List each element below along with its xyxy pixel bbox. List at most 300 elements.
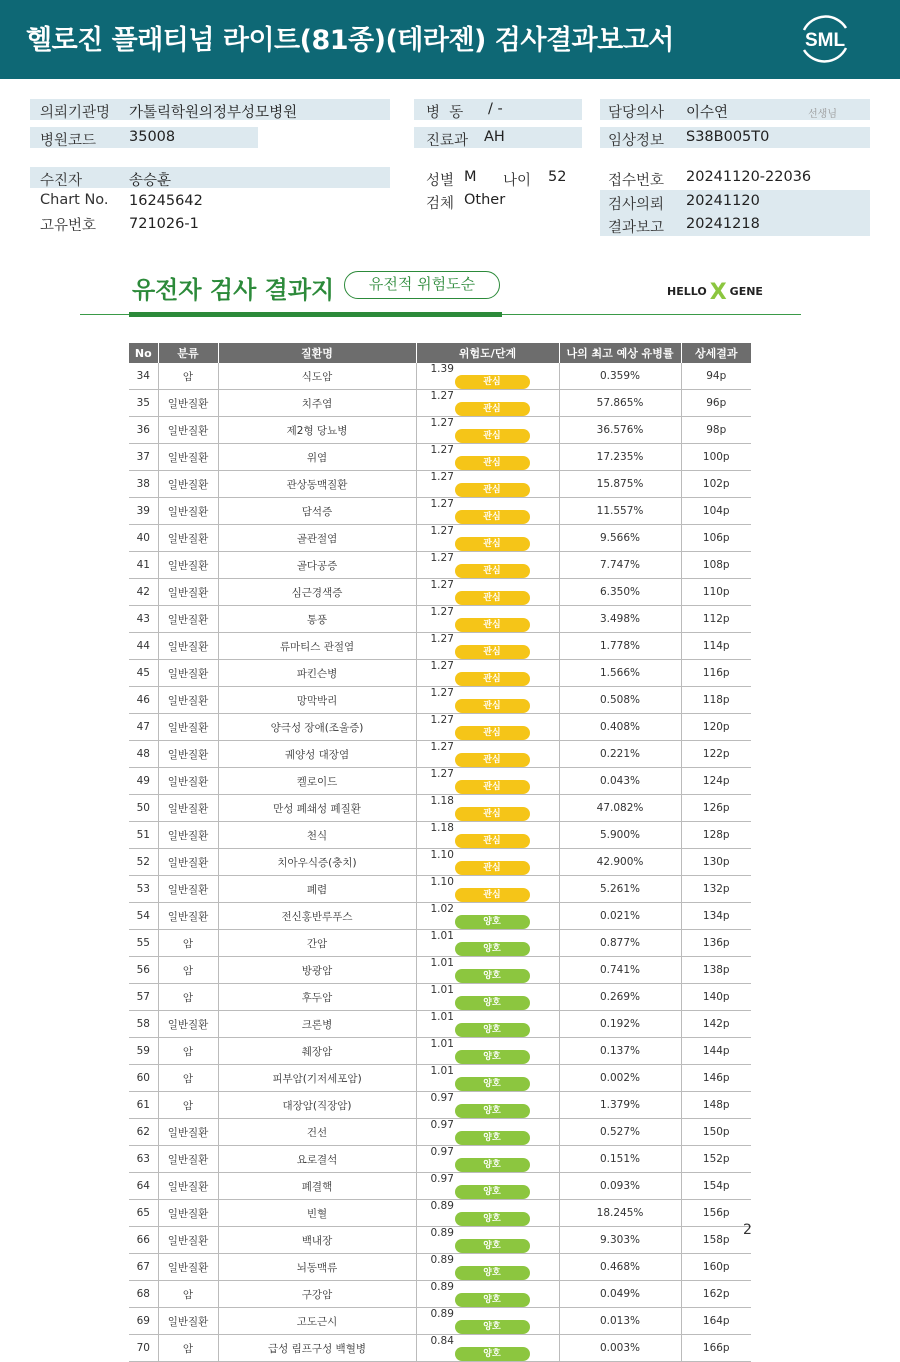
sml-logo: [796, 12, 854, 66]
specimen-label: 검체: [426, 196, 455, 212]
row-rate: 0.468%: [559, 1254, 681, 1281]
row-detail-page: 130p: [681, 849, 751, 876]
row-disease: 식도암: [218, 363, 416, 390]
stage-badge: 관심: [455, 726, 530, 740]
table-row: [129, 498, 751, 525]
row-risk: [416, 606, 559, 633]
report-date-label: 결과보고: [608, 220, 665, 236]
row-risk: [416, 444, 559, 471]
row-no: 68: [129, 1281, 158, 1308]
hello-gene-x: X: [709, 280, 727, 305]
risk-value: 1.27: [430, 471, 454, 483]
row-risk: [416, 741, 559, 768]
row-risk: [416, 876, 559, 903]
row-category: 일반질환: [158, 687, 218, 714]
risk-value: 1.27: [430, 498, 454, 510]
row-no: 67: [129, 1254, 158, 1281]
row-rate: 0.151%: [559, 1146, 681, 1173]
row-risk: [416, 795, 559, 822]
row-no: 66: [129, 1227, 158, 1254]
row-disease: 건선: [218, 1119, 416, 1146]
stage-badge: 관심: [455, 861, 530, 875]
row-no: 61: [129, 1092, 158, 1119]
row-no: 70: [129, 1335, 158, 1362]
row-detail-page: 94p: [681, 363, 751, 390]
row-category: 일반질환: [158, 525, 218, 552]
section-divider-accent: [129, 312, 502, 317]
row-disease: 궤양성 대장염: [218, 741, 416, 768]
row-rate: 0.137%: [559, 1038, 681, 1065]
col-detail: 상세결과: [681, 343, 751, 363]
stage-badge: 양호: [455, 1131, 530, 1145]
risk-value: 0.97: [430, 1092, 454, 1104]
row-category: 일반질환: [158, 579, 218, 606]
risk-value: 1.27: [430, 660, 454, 672]
row-rate: 9.566%: [559, 525, 681, 552]
request-label: 검사의뢰: [608, 197, 665, 213]
row-risk: [416, 363, 559, 390]
col-no: No: [129, 343, 158, 363]
stage-badge: 양호: [455, 1239, 530, 1253]
stage-badge: 관심: [455, 591, 530, 605]
row-no: 55: [129, 930, 158, 957]
table-row: [129, 795, 751, 822]
row-no: 57: [129, 984, 158, 1011]
row-disease: 치주염: [218, 390, 416, 417]
stage-badge: 관심: [455, 375, 530, 389]
row-category: 일반질환: [158, 741, 218, 768]
age-label: 나이: [503, 173, 532, 189]
table-row: [129, 1146, 751, 1173]
row-risk: [416, 957, 559, 984]
unique-no-label: 고유번호: [40, 218, 97, 234]
table-header-row: [129, 343, 751, 363]
row-risk: [416, 633, 559, 660]
stage-badge: 양호: [455, 1077, 530, 1091]
stage-badge: 관심: [455, 483, 530, 497]
row-disease: 전신홍반루푸스: [218, 903, 416, 930]
sex-label: 성별: [426, 173, 455, 189]
age-value: 52: [548, 169, 567, 185]
row-detail-page: 112p: [681, 606, 751, 633]
row-disease: 백내장: [218, 1227, 416, 1254]
table-row: [129, 930, 751, 957]
row-risk: [416, 1011, 559, 1038]
row-risk: [416, 1200, 559, 1227]
row-no: 52: [129, 849, 158, 876]
row-disease: 뇌동맥류: [218, 1254, 416, 1281]
chart-no-value: 16245642: [129, 193, 203, 209]
row-category: 일반질환: [158, 1254, 218, 1281]
row-category: 일반질환: [158, 795, 218, 822]
stage-badge: 관심: [455, 672, 530, 686]
row-disease: 구강암: [218, 1281, 416, 1308]
row-rate: 47.082%: [559, 795, 681, 822]
table-row: [129, 714, 751, 741]
request-value: 20241120: [686, 193, 760, 209]
stage-badge: 양호: [455, 969, 530, 983]
row-detail-page: 164p: [681, 1308, 751, 1335]
row-detail-page: 134p: [681, 903, 751, 930]
row-no: 60: [129, 1065, 158, 1092]
row-category: 일반질환: [158, 1227, 218, 1254]
row-rate: 1.379%: [559, 1092, 681, 1119]
stage-badge: 양호: [455, 1185, 530, 1199]
row-risk: [416, 1281, 559, 1308]
patient-value: 송승훈: [129, 173, 172, 189]
table-row: [129, 903, 751, 930]
stage-badge: 양호: [455, 1104, 530, 1118]
row-rate: 0.508%: [559, 687, 681, 714]
row-category: 일반질환: [158, 1011, 218, 1038]
row-disease: 고도근시: [218, 1308, 416, 1335]
table-row: [129, 660, 751, 687]
row-risk: [416, 498, 559, 525]
sex-value: M: [464, 169, 477, 185]
row-category: 암: [158, 1065, 218, 1092]
receipt-value: 20241120-22036: [686, 169, 812, 185]
stage-badge: 양호: [455, 1347, 530, 1361]
doctor-label: 담당의사: [608, 105, 665, 121]
table-row: [129, 768, 751, 795]
row-detail-page: 118p: [681, 687, 751, 714]
row-no: 42: [129, 579, 158, 606]
row-no: 37: [129, 444, 158, 471]
hello-gene-logo: [667, 276, 763, 305]
risk-value: 1.01: [430, 1011, 454, 1023]
risk-value: 1.01: [430, 1038, 454, 1050]
row-detail-page: 114p: [681, 633, 751, 660]
row-category: 암: [158, 363, 218, 390]
stage-badge: 관심: [455, 510, 530, 524]
row-risk: [416, 471, 559, 498]
table-row: [129, 1092, 751, 1119]
table-row: [129, 741, 751, 768]
row-category: 일반질환: [158, 1173, 218, 1200]
row-detail-page: 96p: [681, 390, 751, 417]
hospital-code-value: 35008: [129, 129, 176, 145]
row-category: 일반질환: [158, 714, 218, 741]
risk-value: 1.39: [430, 363, 454, 375]
row-detail-page: 102p: [681, 471, 751, 498]
row-no: 62: [129, 1119, 158, 1146]
row-no: 40: [129, 525, 158, 552]
risk-value: 1.27: [430, 525, 454, 537]
stage-badge: 양호: [455, 1158, 530, 1172]
row-no: 49: [129, 768, 158, 795]
risk-value: 1.27: [430, 444, 454, 456]
row-detail-page: 104p: [681, 498, 751, 525]
row-risk: [416, 849, 559, 876]
stage-badge: 관심: [455, 753, 530, 767]
stage-badge: 관심: [455, 537, 530, 551]
col-rate: 나의 최고 예상 유병률: [559, 343, 681, 363]
row-rate: 6.350%: [559, 579, 681, 606]
stage-badge: 관심: [455, 456, 530, 470]
row-category: 암: [158, 930, 218, 957]
row-category: 암: [158, 1038, 218, 1065]
row-rate: 0.192%: [559, 1011, 681, 1038]
row-risk: [416, 417, 559, 444]
col-disease: 질환명: [218, 343, 416, 363]
row-detail-page: 142p: [681, 1011, 751, 1038]
row-risk: [416, 687, 559, 714]
row-rate: 36.576%: [559, 417, 681, 444]
row-rate: 18.245%: [559, 1200, 681, 1227]
row-rate: 9.303%: [559, 1227, 681, 1254]
risk-value: 1.18: [430, 822, 454, 834]
row-category: 일반질환: [158, 768, 218, 795]
row-disease: 담석증: [218, 498, 416, 525]
table-row: [129, 1335, 751, 1362]
row-detail-page: 120p: [681, 714, 751, 741]
row-no: 34: [129, 363, 158, 390]
row-category: 일반질환: [158, 822, 218, 849]
risk-value: 0.89: [430, 1200, 454, 1212]
specimen-value: Other: [464, 192, 506, 208]
risk-value: 0.89: [430, 1308, 454, 1320]
row-rate: 0.049%: [559, 1281, 681, 1308]
risk-value: 1.18: [430, 795, 454, 807]
row-category: 일반질환: [158, 1146, 218, 1173]
row-disease: 급성 림프구성 백혈병: [218, 1335, 416, 1362]
row-category: 일반질환: [158, 1200, 218, 1227]
stage-badge: 관심: [455, 807, 530, 821]
row-detail-page: 148p: [681, 1092, 751, 1119]
risk-value: 0.84: [430, 1335, 454, 1347]
row-rate: 0.527%: [559, 1119, 681, 1146]
table-row: [129, 1011, 751, 1038]
table-row: [129, 1065, 751, 1092]
risk-value: 0.97: [430, 1119, 454, 1131]
row-category: 일반질환: [158, 471, 218, 498]
stage-badge: 관심: [455, 402, 530, 416]
row-risk: [416, 1173, 559, 1200]
row-no: 63: [129, 1146, 158, 1173]
risk-value: 1.27: [430, 417, 454, 429]
row-risk: [416, 984, 559, 1011]
row-risk: [416, 1038, 559, 1065]
row-no: 36: [129, 417, 158, 444]
table-row: [129, 1308, 751, 1335]
risk-value: 1.01: [430, 984, 454, 996]
row-rate: 17.235%: [559, 444, 681, 471]
row-disease: 류마티스 관절염: [218, 633, 416, 660]
row-disease: 골관절염: [218, 525, 416, 552]
row-category: 일반질환: [158, 444, 218, 471]
risk-value: 0.97: [430, 1173, 454, 1185]
row-rate: 5.261%: [559, 876, 681, 903]
risk-value: 1.27: [430, 552, 454, 564]
stage-badge: 양호: [455, 915, 530, 929]
stage-badge: 양호: [455, 1266, 530, 1280]
row-detail-page: 116p: [681, 660, 751, 687]
row-disease: 양극성 장애(조울증): [218, 714, 416, 741]
row-risk: [416, 1092, 559, 1119]
report-header: [0, 0, 900, 79]
table-row: [129, 1200, 751, 1227]
row-detail-page: 98p: [681, 417, 751, 444]
row-no: 35: [129, 390, 158, 417]
row-no: 65: [129, 1200, 158, 1227]
row-detail-page: 150p: [681, 1119, 751, 1146]
row-rate: 0.093%: [559, 1173, 681, 1200]
table-row: [129, 552, 751, 579]
row-disease: 위염: [218, 444, 416, 471]
row-disease: 파킨슨병: [218, 660, 416, 687]
row-disease: 제2형 당뇨병: [218, 417, 416, 444]
row-detail-page: 138p: [681, 957, 751, 984]
risk-value: 1.27: [430, 606, 454, 618]
table-row: [129, 876, 751, 903]
row-no: 45: [129, 660, 158, 687]
table-row: [129, 822, 751, 849]
unique-no-value: 721026-1: [129, 216, 199, 232]
stage-badge: 관심: [455, 780, 530, 794]
row-category: 암: [158, 1092, 218, 1119]
stage-badge: 양호: [455, 1023, 530, 1037]
row-category: 일반질환: [158, 606, 218, 633]
row-no: 43: [129, 606, 158, 633]
risk-value: 1.27: [430, 579, 454, 591]
row-rate: 0.741%: [559, 957, 681, 984]
row-no: 51: [129, 822, 158, 849]
row-category: 일반질환: [158, 633, 218, 660]
row-detail-page: 132p: [681, 876, 751, 903]
risk-value: 0.97: [430, 1146, 454, 1158]
row-detail-page: 126p: [681, 795, 751, 822]
patient-label: 수진자: [40, 173, 83, 189]
row-disease: 치아우식증(충치): [218, 849, 416, 876]
row-risk: [416, 525, 559, 552]
row-disease: 크론병: [218, 1011, 416, 1038]
row-rate: 15.875%: [559, 471, 681, 498]
table-row: [129, 606, 751, 633]
row-category: 일반질환: [158, 1308, 218, 1335]
hello-gene-right: GENE: [729, 285, 763, 298]
row-detail-page: 106p: [681, 525, 751, 552]
row-no: 46: [129, 687, 158, 714]
doctor-value: 이수연: [686, 105, 729, 121]
row-no: 64: [129, 1173, 158, 1200]
row-disease: 간암: [218, 930, 416, 957]
row-rate: 0.043%: [559, 768, 681, 795]
row-risk: [416, 552, 559, 579]
row-no: 44: [129, 633, 158, 660]
row-no: 56: [129, 957, 158, 984]
row-detail-page: 156p: [681, 1200, 751, 1227]
dept-label: 진료과: [426, 133, 469, 149]
row-risk: [416, 1065, 559, 1092]
row-detail-page: 166p: [681, 1335, 751, 1362]
row-disease: 천식: [218, 822, 416, 849]
risk-value: 1.27: [430, 741, 454, 753]
report-date-value: 20241218: [686, 216, 760, 232]
risk-value: 1.27: [430, 714, 454, 726]
dept-value: AH: [484, 129, 505, 145]
chart-no-label: Chart No.: [40, 192, 109, 208]
patient-box: [30, 167, 390, 188]
stage-badge: 관심: [455, 834, 530, 848]
table-row: [129, 363, 751, 390]
row-disease: 망막박리: [218, 687, 416, 714]
row-no: 54: [129, 903, 158, 930]
doctor-suffix: 선생님: [808, 109, 837, 120]
table-row: [129, 390, 751, 417]
stage-badge: 관심: [455, 699, 530, 713]
row-rate: 0.269%: [559, 984, 681, 1011]
table-row: [129, 849, 751, 876]
row-category: 일반질환: [158, 849, 218, 876]
row-category: 일반질환: [158, 903, 218, 930]
stage-badge: 양호: [455, 1293, 530, 1307]
row-disease: 폐렴: [218, 876, 416, 903]
row-detail-page: 152p: [681, 1146, 751, 1173]
row-risk: [416, 822, 559, 849]
row-rate: 0.408%: [559, 714, 681, 741]
stage-badge: 양호: [455, 996, 530, 1010]
row-disease: 피부암(기저세포암): [218, 1065, 416, 1092]
row-rate: 0.002%: [559, 1065, 681, 1092]
institution-value: 가톨릭학원의정부성모병원: [129, 105, 298, 121]
row-disease: 관상동맥질환: [218, 471, 416, 498]
table-row: [129, 525, 751, 552]
row-risk: [416, 1308, 559, 1335]
stage-badge: 양호: [455, 1320, 530, 1334]
row-no: 48: [129, 741, 158, 768]
row-disease: 후두암: [218, 984, 416, 1011]
risk-value: 1.27: [430, 633, 454, 645]
risk-value: 1.02: [430, 903, 454, 915]
row-rate: 57.865%: [559, 390, 681, 417]
ward-label: 병 동: [426, 105, 464, 121]
table-row: [129, 1038, 751, 1065]
row-rate: 0.877%: [559, 930, 681, 957]
row-detail-page: 110p: [681, 579, 751, 606]
row-no: 50: [129, 795, 158, 822]
table-row: [129, 957, 751, 984]
row-detail-page: 154p: [681, 1173, 751, 1200]
row-disease: 골다공증: [218, 552, 416, 579]
row-rate: 3.498%: [559, 606, 681, 633]
row-category: 일반질환: [158, 660, 218, 687]
row-category: 일반질환: [158, 552, 218, 579]
risk-value: 1.10: [430, 849, 454, 861]
row-category: 일반질환: [158, 390, 218, 417]
row-rate: 42.900%: [559, 849, 681, 876]
row-category: 일반질환: [158, 1119, 218, 1146]
stage-badge: 양호: [455, 1212, 530, 1226]
table-row: [129, 1173, 751, 1200]
row-detail-page: 160p: [681, 1254, 751, 1281]
row-risk: [416, 1146, 559, 1173]
row-no: 41: [129, 552, 158, 579]
row-rate: 0.221%: [559, 741, 681, 768]
table-row: [129, 471, 751, 498]
row-risk: [416, 1227, 559, 1254]
row-rate: 7.747%: [559, 552, 681, 579]
row-no: 47: [129, 714, 158, 741]
row-category: 암: [158, 984, 218, 1011]
row-risk: [416, 390, 559, 417]
row-category: 암: [158, 1335, 218, 1362]
section-pill: 유전적 위험도순: [344, 271, 500, 299]
row-risk: [416, 1119, 559, 1146]
row-risk: [416, 903, 559, 930]
table-row: [129, 633, 751, 660]
table-row: [129, 444, 751, 471]
stage-badge: 양호: [455, 942, 530, 956]
